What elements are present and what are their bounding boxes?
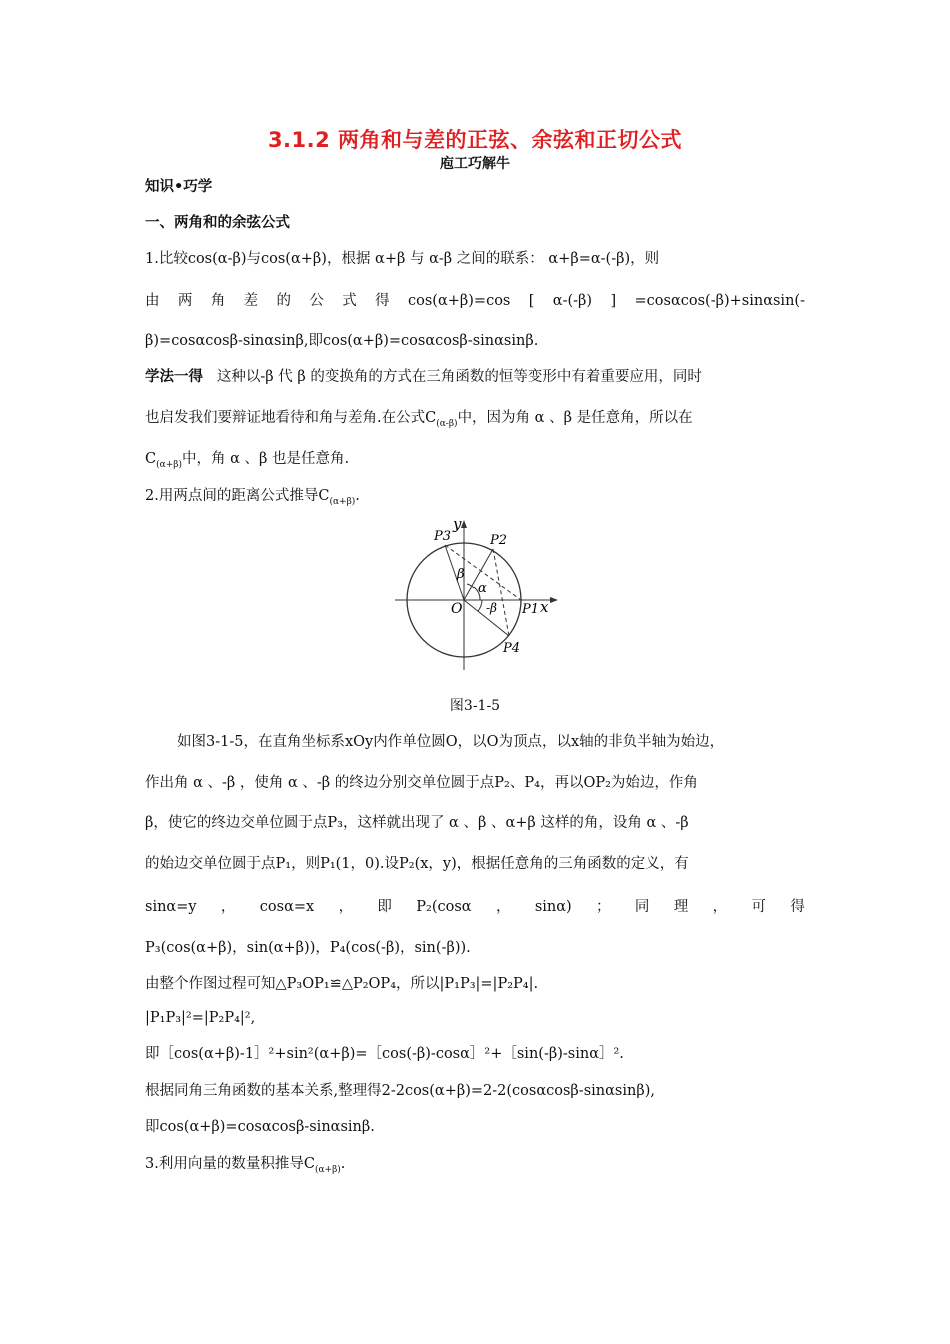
word: α-(-β) (552, 293, 593, 309)
body-line: 如图3-1-5，在直角坐标系xOy内作单位圆O，以O为顶点，以x轴的非负半轴为始边， (177, 734, 725, 750)
formula-subscript: (α+β) (329, 496, 356, 507)
page-subtitle: 庖工巧解牛 (440, 156, 510, 172)
tip-text: 这种以-β 代 β 的变换角的方式在三角函数的恒等变形中有着重要应用，同时 (216, 369, 702, 385)
origin-label: O (451, 601, 463, 617)
point-p4-label: P4 (503, 641, 521, 656)
tip-line (145, 449, 349, 475)
body-line: 的始边交单位圆于点P₁，则P₁(1，0).设P₂(x，y)，根据任意角的三角函数的定义，有 (145, 856, 689, 872)
angle-beta-label: β (457, 567, 465, 582)
word: ， (712, 899, 728, 915)
word: 得 (375, 293, 390, 309)
word: cos(α+β)=cos (408, 293, 511, 309)
tip-line (145, 408, 693, 434)
tip-label: 学法一得 (145, 369, 203, 385)
page-title: 3.1.2 两角和与差的正弦、余弦和正切公式 (267, 128, 683, 152)
word: 得 (790, 899, 805, 915)
word: ， (495, 899, 511, 915)
word: ； (596, 899, 611, 915)
tip-line (145, 367, 702, 387)
word: 角 (210, 293, 226, 309)
point-p1-label: P1 (522, 602, 540, 617)
paragraph-line: 1.比较cos(α-β)与cos(α+β)，根据 α+β 与 α-β 之间的联系： α+β=α-(-β)，则 (145, 251, 660, 267)
item-text: 3.利用向量的数量积推导C (145, 1156, 315, 1172)
formula-subscript: (α-β) (436, 418, 458, 429)
word: 即 (377, 899, 392, 915)
section-heading: 一、两角和的余弦公式 (145, 215, 290, 231)
word: 同 (634, 899, 650, 915)
body-line: 即［cos(α+β)-1］²+sin²(α+β)=［cos(-β)-cosα］²+［sin(-β)-sinα］². (145, 1046, 624, 1062)
item-heading (145, 1154, 345, 1180)
word: =cosαcos(-β)+sinαsin(- (634, 293, 805, 309)
body-line: 根据同角三角函数的基本关系,整理得2-2cos(α+β)=2-2(cosαcosβ-sinαsinβ), (145, 1083, 655, 1099)
y-axis-label: y (453, 515, 462, 533)
tip-text: C (145, 451, 157, 467)
word: sinα) (534, 899, 572, 915)
word: 公 (309, 293, 324, 309)
paragraph-line-justified (145, 291, 805, 311)
word: 差 (243, 293, 259, 309)
tip-text: 中，角 α 、β 也是任意角. (181, 451, 350, 467)
word: 式 (342, 293, 357, 309)
body-line: 作出角 α 、-β ，使角 α 、-β 的终边分别交单位圆于点P₂、P₄，再以OP₂为始边，作角 (145, 775, 698, 791)
word: ， (220, 899, 236, 915)
paragraph-line: β)=cosαcosβ-sinαsinβ,即cos(α+β)=cosαcosβ-sinαsinβ. (145, 333, 539, 349)
body-line-justified (145, 897, 805, 917)
word: 的 (276, 293, 291, 309)
tip-text: 中，因为角 α 、β 是任意角，所以在 (457, 410, 693, 426)
word: 由 (145, 293, 160, 309)
unit-circle-figure (390, 512, 570, 672)
formula-subscript: (α+β) (156, 459, 182, 470)
item-text: 2.用两点间的距离公式推导C (145, 488, 330, 504)
item-heading (145, 486, 360, 512)
body-line: P₃(cos(α+β)，sin(α+β))，P₄(cos(-β)，sin(-β)). (145, 940, 471, 956)
word: cosα=x (259, 899, 315, 915)
item-text: . (355, 488, 360, 504)
figure-caption: 图3-1-5 (449, 698, 501, 714)
word: 理 (673, 899, 689, 915)
word: 可 (751, 899, 766, 915)
point-p3-label: P3 (434, 529, 452, 544)
word: ] (610, 293, 617, 309)
body-line: 由整个作图过程可知△P₃OP₁≌△P₂OP₄，所以|P₁P₃|=|P₂P₄|. (145, 976, 539, 992)
word: [ (528, 293, 535, 309)
y-axis-arrow-icon (461, 520, 467, 528)
angle-alpha-label: α (478, 581, 487, 596)
point-p2-label: P2 (490, 533, 508, 548)
word: sinα=y (145, 899, 197, 915)
formula-subscript: (α+β) (314, 1164, 341, 1175)
x-axis-arrow-icon (550, 597, 558, 603)
angle-arc-neg-beta (478, 600, 482, 611)
body-line: β，使它的终边交单位圆于点P₃，这样就出现了 α 、β 、α+β 这样的角，设角 α 、-β (145, 815, 689, 831)
word: ， (338, 899, 354, 915)
word: 两 (177, 293, 193, 309)
body-line: |P₁P₃|²=|P₂P₄|², (145, 1010, 256, 1026)
angle-neg-beta-label: -β (486, 601, 497, 615)
word: P₂(cosα (416, 899, 472, 915)
item-text: . (340, 1156, 346, 1172)
tip-text: 也启发我们要辩证地看待和角与差角.在公式C (145, 410, 437, 426)
section-label: 知识•巧学 (145, 179, 213, 195)
x-axis-label: x (540, 598, 549, 616)
body-line: 即cos(α+β)=cosαcosβ-sinαsinβ. (145, 1119, 375, 1135)
